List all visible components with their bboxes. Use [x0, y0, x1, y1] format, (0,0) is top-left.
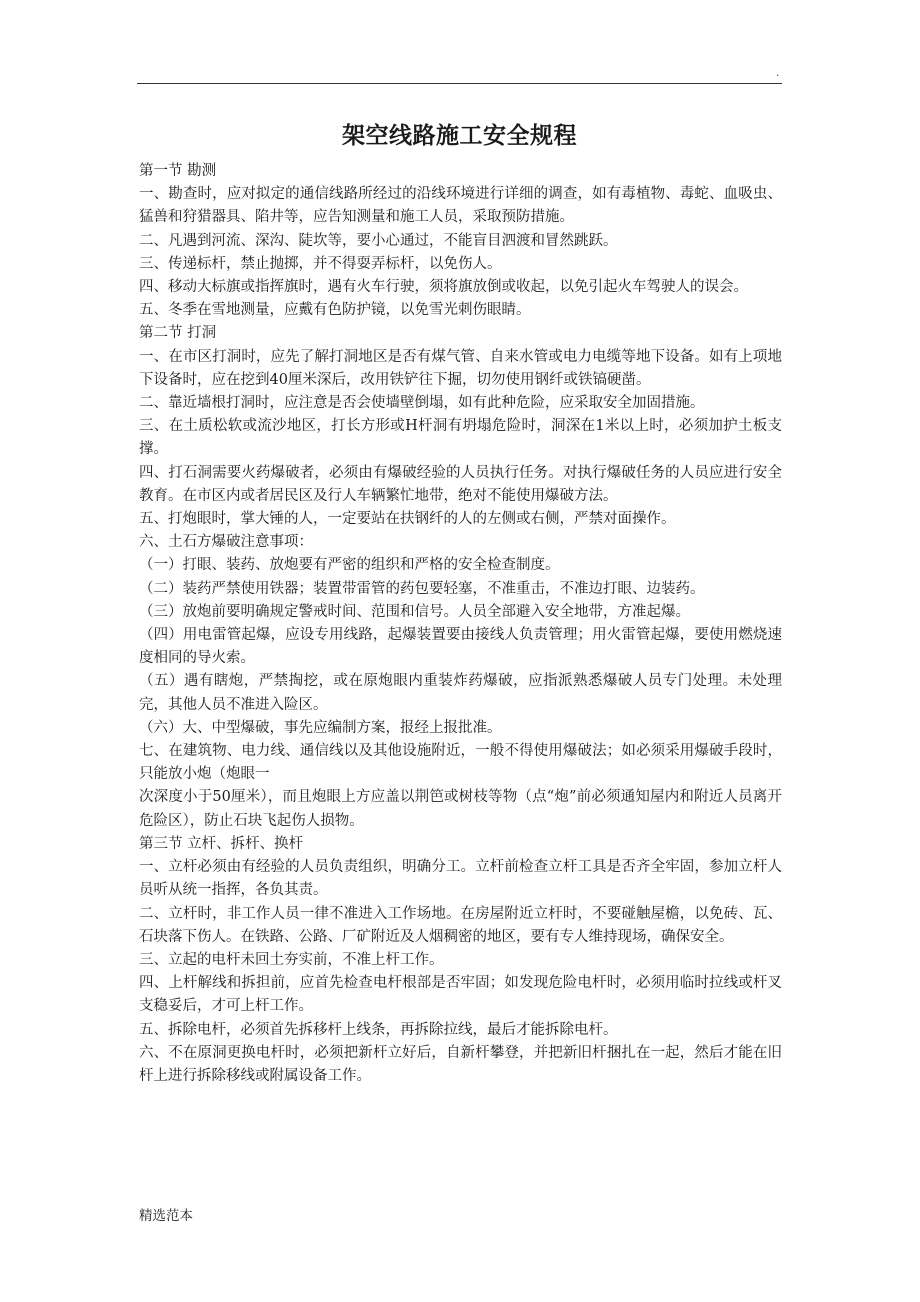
footer-text: 精选范本	[139, 1208, 193, 1224]
paragraph: 四、打石洞需要火药爆破者，必须由有爆破经验的人员执行任务。对执行爆破任务的人员应进行安全教育。在市区内或者居民区及行人车辆繁忙地带，绝对不能使用爆破方法。	[139, 464, 782, 504]
section-heading: 第一节 勘测	[139, 163, 217, 179]
paragraph: 五、冬季在雪地测量，应戴有色防护镜，以免雪光刺伤眼睛。	[139, 302, 531, 319]
header-mark: .	[776, 68, 780, 79]
paragraph: 三、立起的电杆未回土夯实前，不准上杆工作。	[139, 951, 444, 968]
document-title: 架空线路施工安全规程	[342, 122, 577, 149]
paragraph: 一、立杆必须由有经验的人员负责组织，明确分工。立杆前检查立杆工具是否齐全牢固，参加立杆人员听从统一指挥，各负其责。	[139, 859, 782, 899]
paragraph: 五、打炮眼时，掌大锤的人，一定要站在扶钢纤的人的左侧或右侧，严禁对面操作。	[139, 511, 676, 528]
paragraph: （五）遇有瞎炮，严禁掏挖，或在原炮眼内重装炸药爆破，应指派熟悉爆破人员专门处理。未处理完，其他人员不准进入险区。	[139, 673, 782, 713]
paragraph: 三、在土质松软或流沙地区，打长方形或H杆洞有坍塌危险时，洞深在1米以上时，必须加护土板支撑。	[139, 418, 782, 458]
paragraph: （一）打眼、装药、放炮要有严密的组织和严格的安全检查制度。	[139, 557, 560, 574]
paragraph: 二、靠近墙根打洞时，应注意是否会使墙壁倒塌，如有此种危险，应采取安全加固措施。	[139, 395, 705, 412]
paragraph: 四、移动大标旗或指挥旗时，遇有火车行驶，须将旗放倒或收起，以免引起火车驾驶人的误会。	[139, 279, 748, 296]
paragraph: （四）用电雷管起爆，应设专用线路，起爆装置要由接线人负责管理；用火雷管起爆，要使用燃烧速度相同的导火索。	[139, 627, 782, 667]
paragraph: （二）装药严禁使用铁器；装置带雷管的药包要轻塞，不准重击，不准边打眼、边装药。	[139, 580, 705, 597]
paragraph: 四、上杆解线和拆担前，应首先检查电杆根部是否牢固；如发现危险电杆时，必须用临时拉线或杆叉支稳妥后，才可上杆工作。	[139, 975, 782, 1015]
paragraph: 二、立杆时，非工作人员一律不准进入工作场地。在房屋附近立杆时，不要碰触屋檐，以免砖、瓦、石块落下伤人。在铁路、公路、厂矿附近及人烟稠密的地区，要有专人维持现场，确保安全。	[139, 905, 782, 945]
paragraph: 二、凡遇到河流、深沟、陡坎等，要小心通过，不能盲目泗渡和冒然跳跃。	[139, 232, 618, 249]
document-body	[139, 160, 782, 1088]
paragraph: 五、拆除电杆，必须首先拆移杆上线条，再拆除拉线，最后才能拆除电杆。	[139, 1021, 618, 1038]
section-heading: 第三节 立杆、拆杆、换杆	[139, 835, 304, 852]
paragraph: 六、不在原洞更换电杆时，必须把新杆立好后，自新杆攀登，并把新旧杆捆扎在一起，然后才能在旧杆上进行拆除移线或附属设备工作。	[139, 1044, 782, 1084]
header-rule	[137, 83, 782, 84]
paragraph: （三）放炮前要明确规定警戒时间、范围和信号。人员全部避入安全地带，方准起爆。	[139, 603, 690, 620]
paragraph: 一、在市区打洞时，应先了解打洞地区是否有煤气管、自来水管或电力电缆等地下设备。如有上项地下设备时，应在挖到40厘米深后，改用铁铲往下掘，切勿使用钢纤或铁镐硬凿。	[139, 348, 782, 388]
section-heading: 第二节 打洞	[139, 325, 217, 342]
paragraph: 七、在建筑物、电力线、通信线以及其他设施附近，一般不得使用爆破法；如必须采用爆破手段时，只能放小炮（炮眼一	[139, 743, 782, 783]
paragraph: 三、传递标杆，禁止抛掷，并不得耍弄标杆，以免伤人。	[139, 255, 502, 272]
paragraph: 次深度小于50厘米），而且炮眼上方应盖以荆笆或树枝等物（点“炮”前必须通知屋内和附近人员离开危险区），防止石块飞起伤人损物。	[139, 789, 782, 829]
paragraph: （六）大、中型爆破，事先应编制方案，报经上报批准。	[139, 719, 502, 736]
paragraph: 六、土石方爆破注意事项：	[139, 534, 313, 551]
paragraph: 一、勘查时，应对拟定的通信线路所经过的沿线环境进行详细的调查，如有毒植物、毒蛇、血吸虫、猛兽和狩猎器具、陷井等，应告知测量和施工人员，采取预防措施。	[139, 186, 782, 226]
